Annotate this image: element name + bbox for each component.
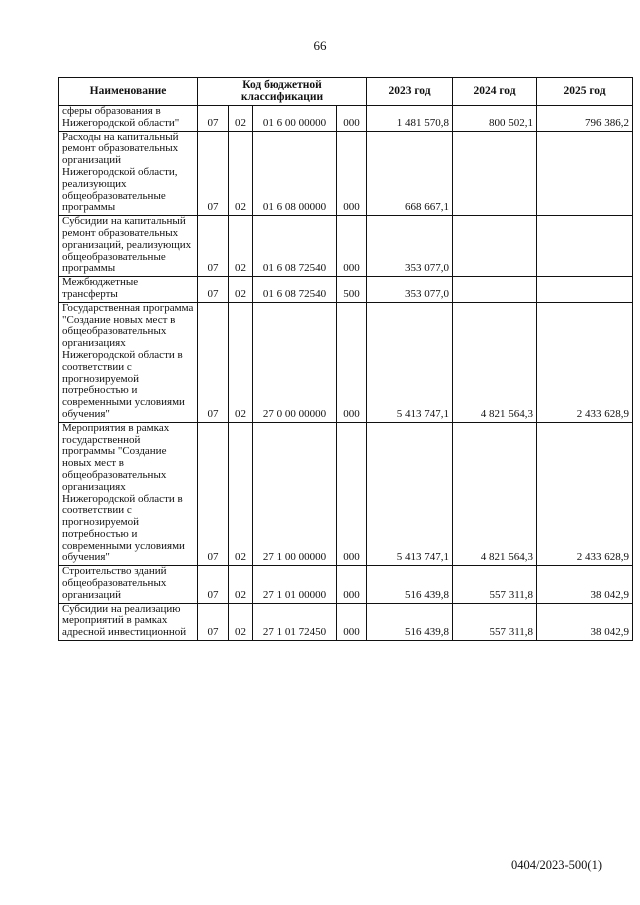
document-code: 0404/2023-500(1) — [511, 858, 602, 872]
row-target-article: 27 1 00 00000 — [253, 422, 337, 566]
row-expense-type: 000 — [337, 106, 367, 132]
table-row — [59, 131, 633, 216]
row-section: 07 — [198, 131, 229, 216]
row-value-2025: 38 042,9 — [537, 566, 633, 603]
table-row — [59, 277, 633, 303]
budget-table — [58, 77, 633, 641]
row-subsection: 02 — [229, 216, 253, 277]
row-section: 07 — [198, 277, 229, 303]
table-row — [59, 566, 633, 603]
header-name: Наименование — [59, 78, 198, 106]
table-row — [59, 106, 633, 132]
row-section: 07 — [198, 603, 229, 640]
row-value-2024: 4 821 564,3 — [453, 302, 537, 422]
row-value-2024: 557 311,8 — [453, 603, 537, 640]
row-name: Субсидии на реализацию мероприятий в рамках адресной инвестиционной — [59, 603, 198, 640]
row-value-2023: 516 439,8 — [367, 603, 453, 640]
row-value-2023: 5 413 747,1 — [367, 422, 453, 566]
row-name: Межбюджетные трансферты — [59, 277, 198, 303]
row-value-2023: 516 439,8 — [367, 566, 453, 603]
row-expense-type: 000 — [337, 566, 367, 603]
header-2023: 2023 год — [367, 78, 453, 106]
row-section: 07 — [198, 106, 229, 132]
row-value-2024: 4 821 564,3 — [453, 422, 537, 566]
header-2025: 2025 год — [537, 78, 633, 106]
page-number: 66 — [313, 38, 327, 53]
row-value-2025: 2 433 628,9 — [537, 422, 633, 566]
row-section: 07 — [198, 566, 229, 603]
row-name: Мероприятия в рамках государственной программы "Создание новых мест в общеобразовательных организациях Нижегородской области в соответствии с прогнозируемой потребностью и современными условиями обучения" — [59, 422, 198, 566]
row-section: 07 — [198, 216, 229, 277]
header-2024: 2024 год — [453, 78, 537, 106]
row-target-article: 01 6 08 72540 — [253, 277, 337, 303]
row-expense-type: 000 — [337, 216, 367, 277]
row-value-2023: 668 667,1 — [367, 131, 453, 216]
row-value-2024 — [453, 216, 537, 277]
row-value-2023: 353 077,0 — [367, 277, 453, 303]
row-value-2025: 38 042,9 — [537, 603, 633, 640]
row-subsection: 02 — [229, 422, 253, 566]
row-value-2024 — [453, 277, 537, 303]
row-target-article: 27 0 00 00000 — [253, 302, 337, 422]
row-name: Субсидии на капитальный ремонт образовательных организаций, реализующих общеобразовательные программы — [59, 216, 198, 277]
row-subsection: 02 — [229, 566, 253, 603]
row-subsection: 02 — [229, 277, 253, 303]
row-target-article: 27 1 01 72450 — [253, 603, 337, 640]
table-row — [59, 302, 633, 422]
row-value-2025: 2 433 628,9 — [537, 302, 633, 422]
row-value-2024 — [453, 131, 537, 216]
row-value-2023: 1 481 570,8 — [367, 106, 453, 132]
row-expense-type: 000 — [337, 131, 367, 216]
row-expense-type: 000 — [337, 302, 367, 422]
row-value-2025 — [537, 277, 633, 303]
row-expense-type: 000 — [337, 603, 367, 640]
row-subsection: 02 — [229, 603, 253, 640]
row-name: сферы образования в Нижегородской области" — [59, 106, 198, 132]
table-row — [59, 216, 633, 277]
row-target-article: 01 6 08 00000 — [253, 131, 337, 216]
row-target-article: 01 6 00 00000 — [253, 106, 337, 132]
row-target-article: 01 6 08 72540 — [253, 216, 337, 277]
row-name: Расходы на капитальный ремонт образовательных организаций Нижегородской области, реализующих общеобразовательные программы — [59, 131, 198, 216]
table-row — [59, 422, 633, 566]
row-expense-type: 500 — [337, 277, 367, 303]
row-value-2025: 796 386,2 — [537, 106, 633, 132]
row-value-2024: 800 502,1 — [453, 106, 537, 132]
table-header-row — [59, 78, 633, 106]
row-value-2025 — [537, 131, 633, 216]
table-row — [59, 603, 633, 640]
row-section: 07 — [198, 422, 229, 566]
row-subsection: 02 — [229, 131, 253, 216]
row-value-2024: 557 311,8 — [453, 566, 537, 603]
row-value-2023: 5 413 747,1 — [367, 302, 453, 422]
row-value-2023: 353 077,0 — [367, 216, 453, 277]
row-name: Строительство зданий общеобразовательных организаций — [59, 566, 198, 603]
row-subsection: 02 — [229, 106, 253, 132]
row-section: 07 — [198, 302, 229, 422]
header-code: Код бюджетной классификации — [198, 78, 367, 106]
row-expense-type: 000 — [337, 422, 367, 566]
row-value-2025 — [537, 216, 633, 277]
row-target-article: 27 1 01 00000 — [253, 566, 337, 603]
row-name: Государственная программа "Создание новых мест в общеобразовательных организациях Нижегородской области в соответствии с прогнозируемой потребностью и современными условиями обучения" — [59, 302, 198, 422]
row-subsection: 02 — [229, 302, 253, 422]
